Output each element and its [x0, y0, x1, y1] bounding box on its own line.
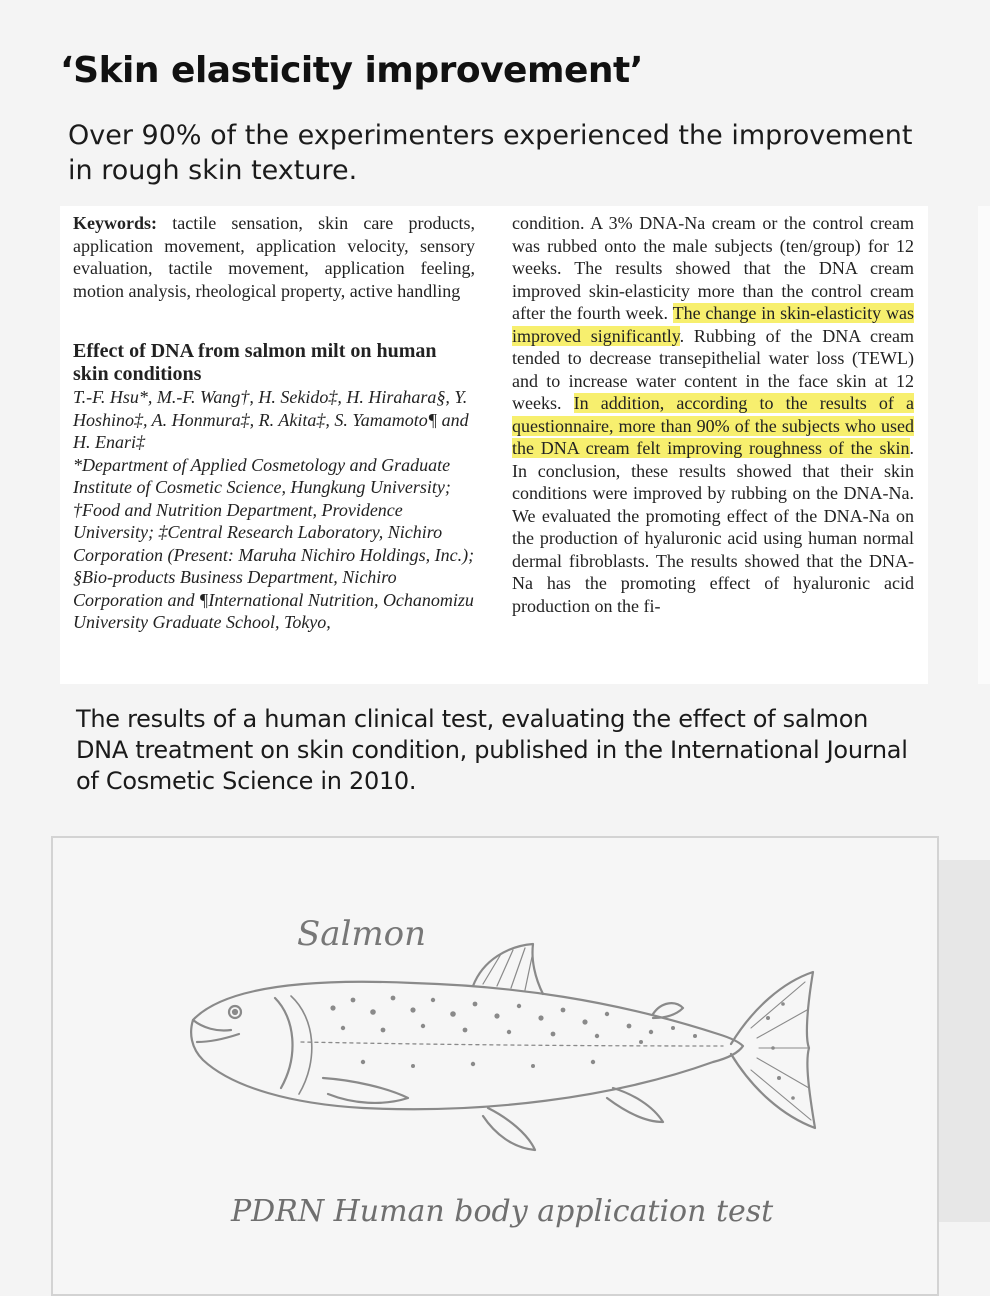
- article-affiliations: *Department of Applied Cosmetology and Graduate Institute of Cosmetic Science, Hungkung University; †Food and Nutrition Department, Providence University; ‡Central Research Laboratory, Nichiro Corporation (Present: Maruha Nichiro Holdings, Inc.); §Bio-products Business Department, Nichiro Corporation and ¶International Nutrition, Ochanomizu University Graduate School, Tokyo,: [73, 454, 475, 632]
- paper-left-column: [73, 212, 475, 634]
- article-title: Effect of DNA from salmon milt on human skin conditions: [73, 340, 437, 385]
- page-subtitle: Over 90% of the experimenters experienced the improvement in rough skin texture.: [68, 120, 913, 186]
- paper-excerpt: [60, 206, 928, 684]
- salmon-label: Salmon: [297, 914, 427, 954]
- salmon-illustration-box: [51, 836, 939, 1296]
- abstract-text-3: . In conclusion, these results showed that their skin conditions were improved by rubbing on the DNA-Na. We evaluated the promoting effect of the DNA-Na on the production of hyaluronic acid using human normal dermal fibroblasts. The results showed that the DNA-Na has the promoting effect of hyaluronic acid production on the fi-: [512, 438, 914, 616]
- abstract-text-2: . Rubbing of the DNA cream tended to decrease transepithelial water loss (TEWL) and to increase water content in the face skin at 12 weeks.: [512, 325, 914, 413]
- salmon-fish-icon: [183, 938, 823, 1163]
- keywords-label: Keywords:: [73, 213, 157, 233]
- abstract-paragraph: [512, 212, 914, 617]
- page-title: ‘Skin elasticity improvement’: [60, 50, 643, 91]
- highlight-questionnaire: In addition, according to the results of a questionnaire, more than 90% of the subjects who used the DNA cream felt improving roughness of the skin: [512, 393, 915, 458]
- paper-edge: [978, 206, 990, 684]
- paper-right-column: [512, 212, 914, 617]
- keywords-text: tactile sensation, skin care products, application movement, application velocity, sensory evaluation, tactile movement, application feeling, motion analysis, rheological property, active handling: [73, 213, 475, 301]
- abstract-text-1: condition. A 3% DNA-Na cream or the control cream was rubbed onto the male subjects (ten/group) for 12 weeks. The results showed that the DNA cream improved skin-elasticity more than the control cream after the fourth week.: [512, 213, 914, 323]
- keywords-paragraph: [73, 212, 475, 302]
- illustration-caption: PDRN Human body application test: [231, 1194, 774, 1229]
- paper-caption: The results of a human clinical test, evaluating the effect of salmon DNA treatment on skin condition, published in the International Journal of Cosmetic Science in 2010.: [76, 705, 908, 795]
- highlight-elasticity: The change in skin-elasticity was improved significantly: [512, 303, 914, 346]
- article-authors: T.-F. Hsu*, M.-F. Wang†, H. Sekido‡, H. Hirahara§, Y. Hoshino‡, A. Honmura‡, R. Akita‡, S. Yamamoto¶ and H. Enari‡: [73, 387, 469, 452]
- side-band: [938, 860, 990, 1222]
